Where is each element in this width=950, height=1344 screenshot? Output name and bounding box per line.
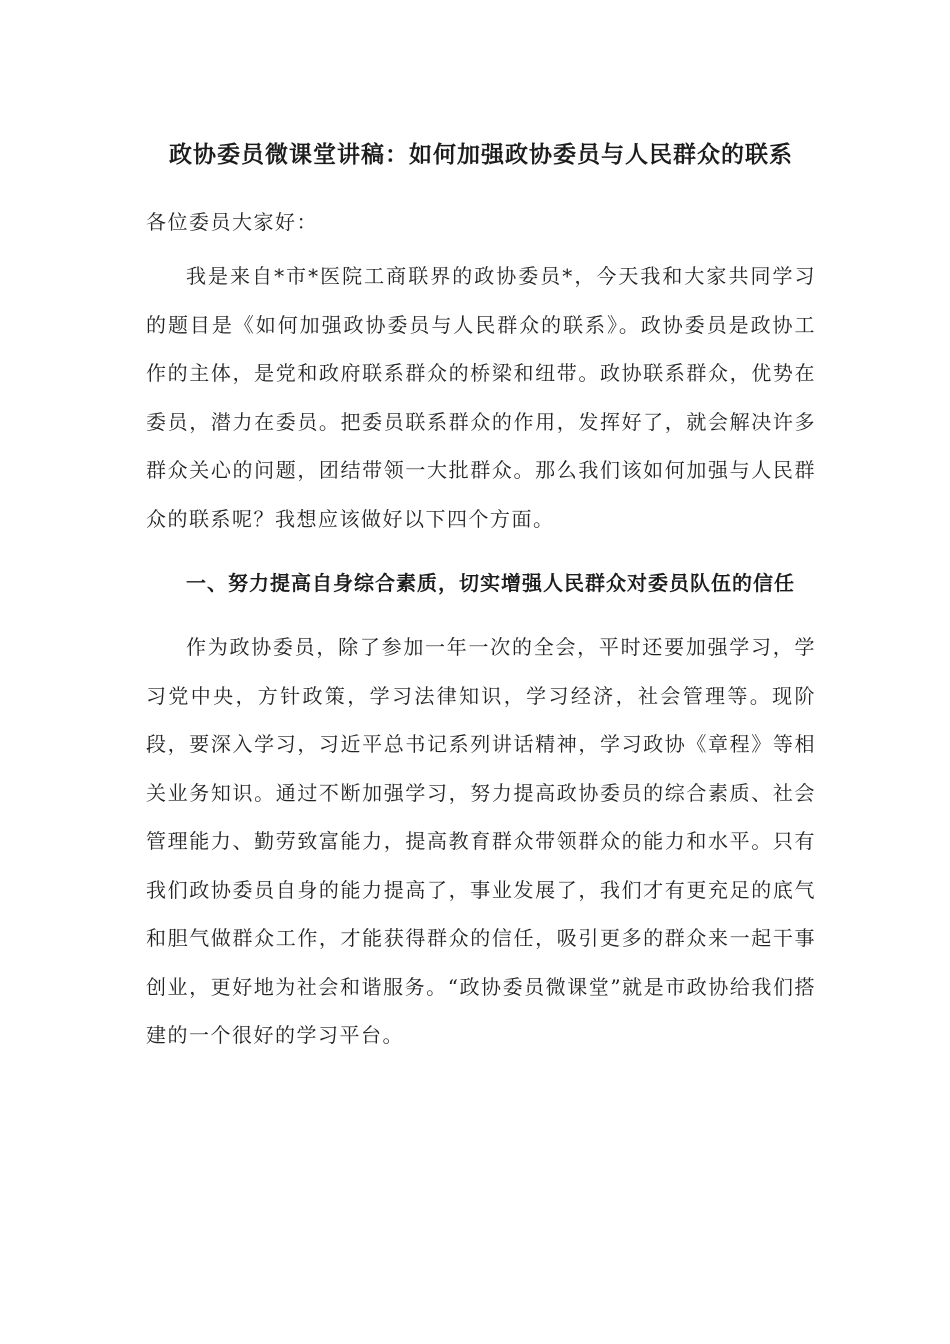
paragraph-intro: 我是来自*市*医院工商联界的政协委员*，今天我和大家共同学习的题目是《如何加强政协委员与人民群众的联系》。政协委员是政协工作的主体，是党和政府联系群众的桥梁和纽带。政协联系群众，优势在委员，潜力在委员。把委员联系群众的作用，发挥好了，就会解决许多群众关心的问题，团结带领一大批群众。那么我们该如何加强与人民群众的联系呢？我想应该做好以下四个方面。 bbox=[146, 264, 816, 531]
section-heading-1: 一、努力提高自身综合素质，切实增强人民群众对委员队伍的信任 bbox=[186, 571, 795, 595]
greeting: 各位委员大家好： bbox=[146, 210, 318, 234]
document-title: 政协委员微课堂讲稿：如何加强政协委员与人民群众的联系 bbox=[169, 142, 793, 168]
document-body bbox=[146, 130, 816, 1060]
paragraph-section-1: 作为政协委员，除了参加一年一次的全会，平时还要加强学习，学习党中央，方针政策，学习法律知识，学习经济，社会管理等。现阶段，要深入学习，习近平总书记系列讲话精神，学习政协《章程》等相关业务知识。通过不断加强学习，努力提高政协委员的综合素质、社会管理能力、勤劳致富能力，提高教育群众带领群众的能力和水平。只有我们政协委员自身的能力提高了，事业发展了，我们才有更充足的底气和胆气做群众工作，才能获得群众的信任，吸引更多的群众来一起干事创业，更好地为社会和谐服务。“政协委员微课堂”就是市政协给我们搭建的一个很好的学习平台。 bbox=[146, 635, 816, 1047]
